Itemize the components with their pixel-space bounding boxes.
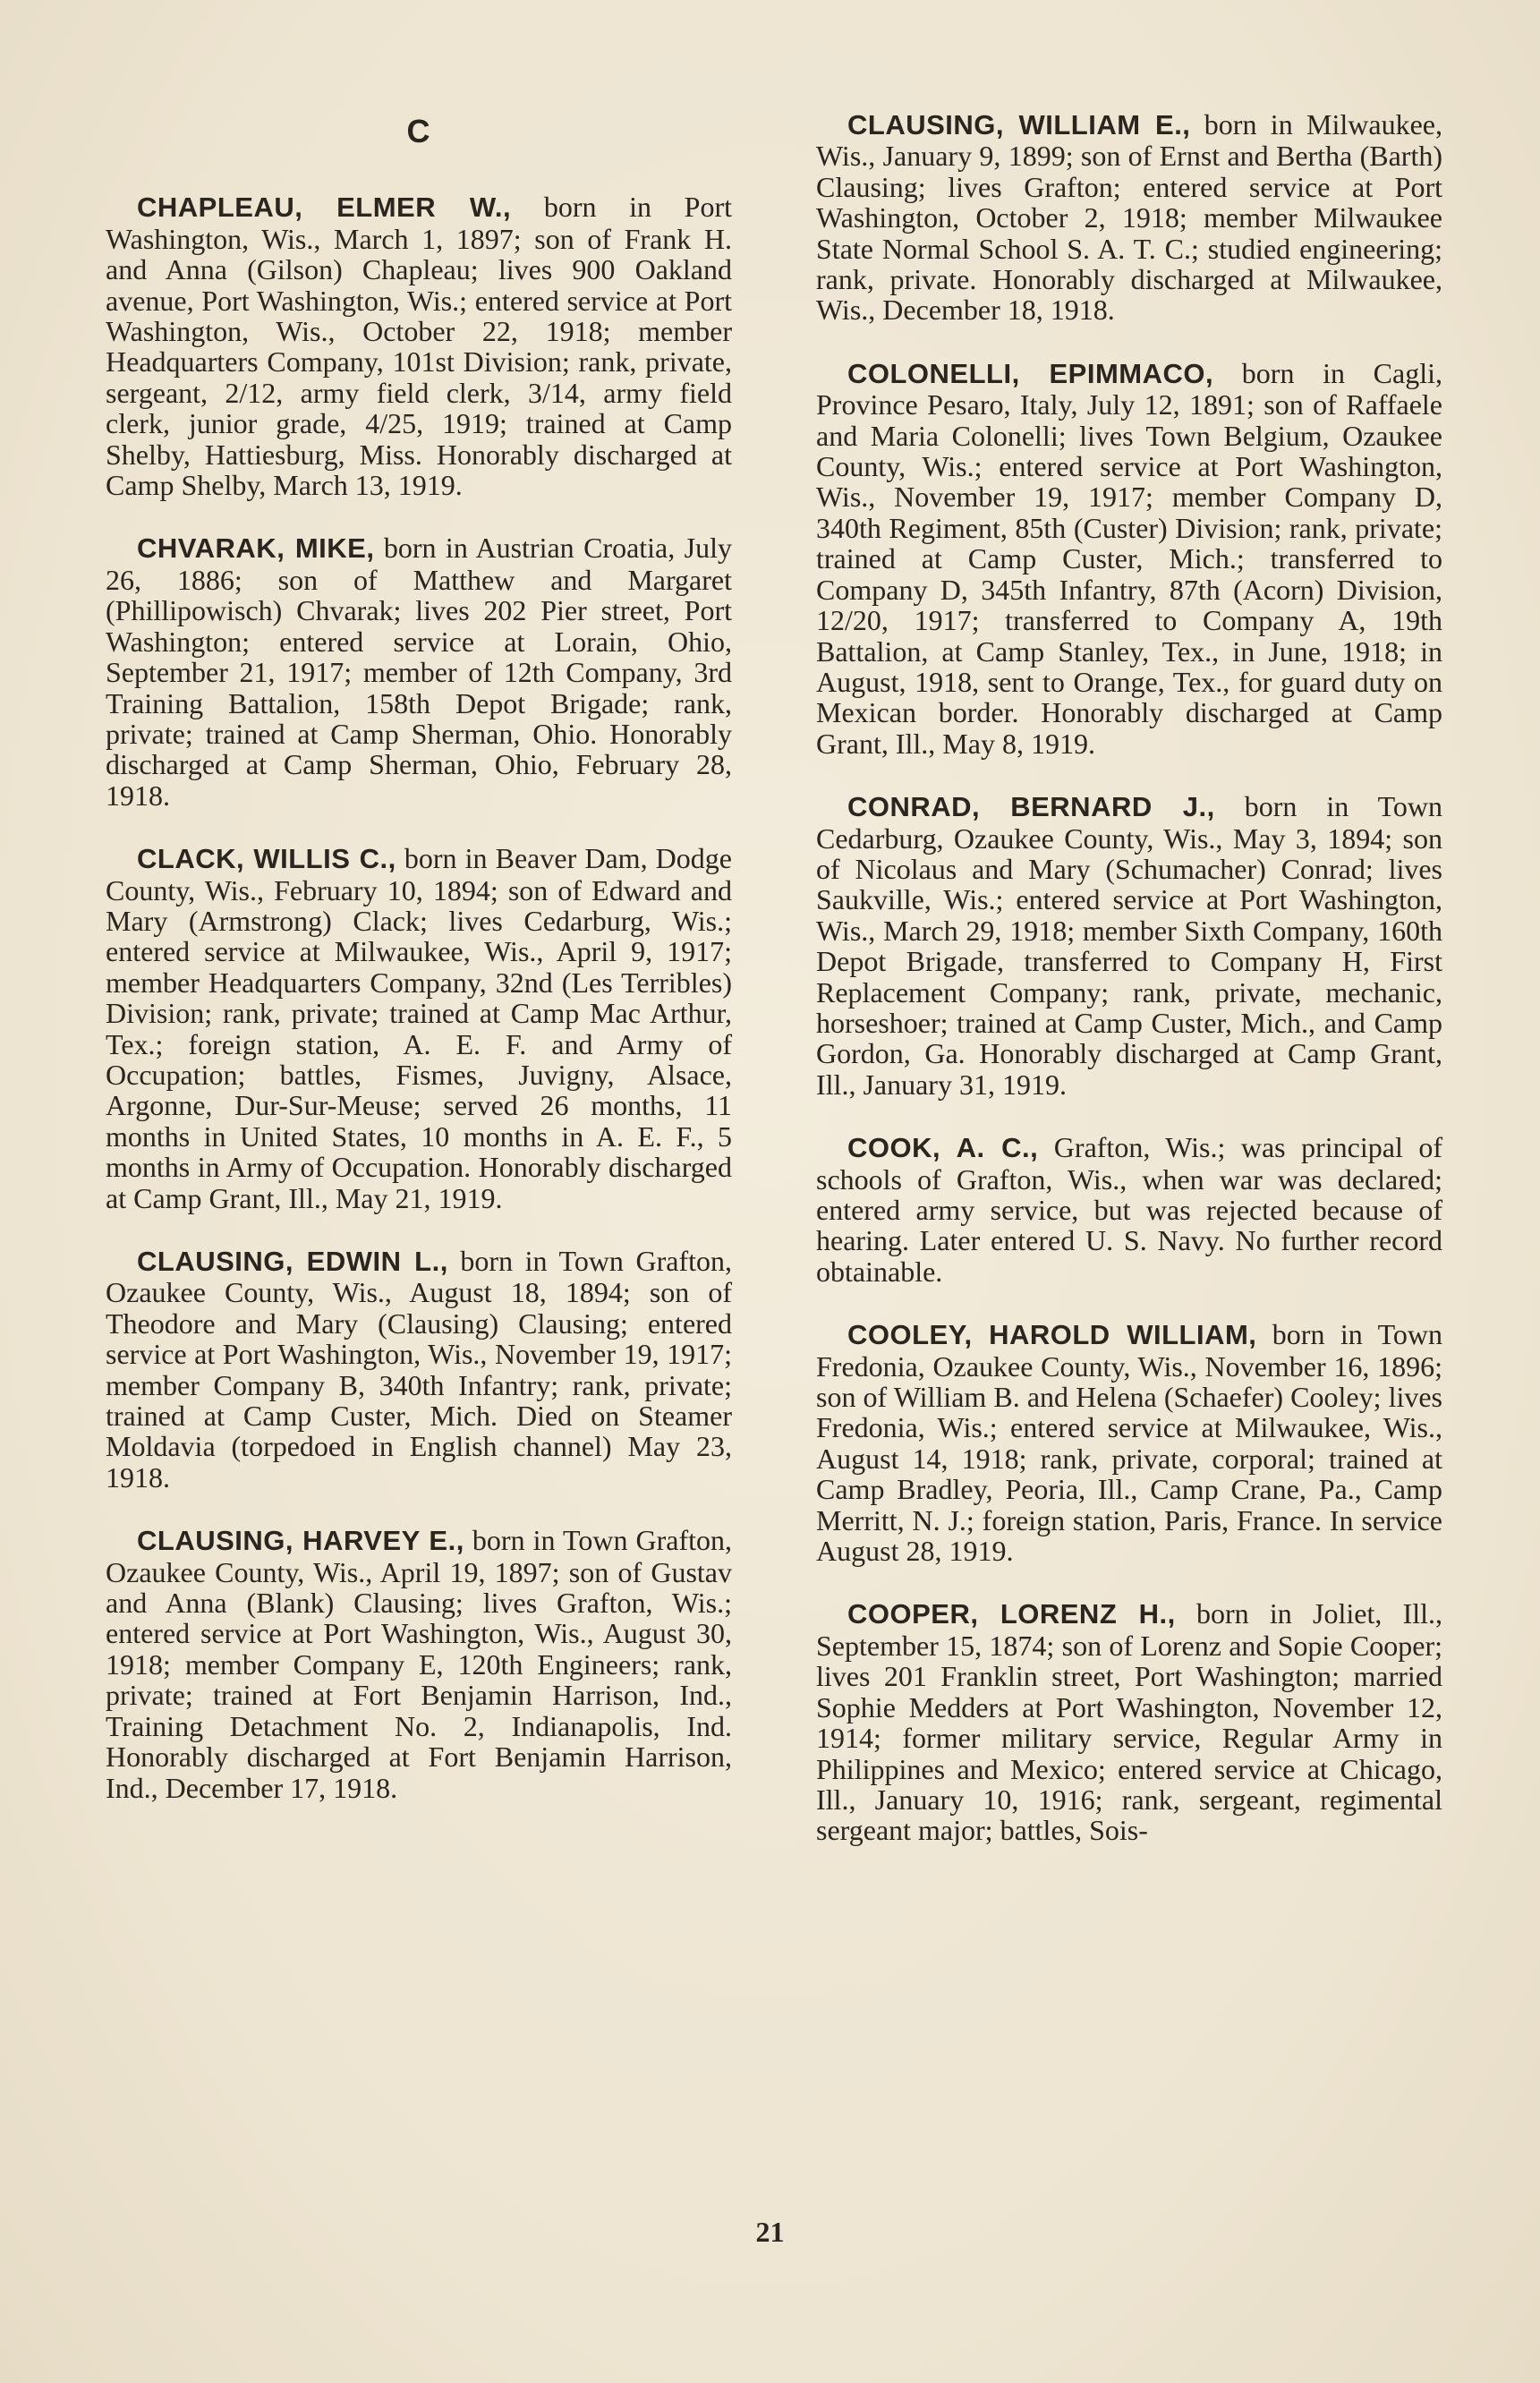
entry	[816, 1319, 1442, 1566]
entry	[816, 109, 1442, 326]
entry-name: CLACK, WILLIS C.,	[137, 843, 396, 875]
entry	[106, 191, 732, 500]
entry-name: CLAUSING, WILLIAM E.,	[847, 109, 1191, 140]
entry-text: born in Town Cedarburg, Ozaukee County, Wis., May 3, 1894; son of Nicolaus and Mary (Schumacher) Conrad; lives Saukville, Wis.; entered service at Port Washington, Wis., March 29, 1918; member Sixth Company, 160th Depot Brigade, transferred to Company H, First Replacement Company; rank, private, mechanic, horseshoer; trained at Camp Custer, Mich., and Camp Gordon, Ga. Honorably discharged at Camp Grant, Ill., January 31, 1919.	[816, 790, 1443, 1101]
entry-text: born in Milwaukee, Wis., January 9, 1899; son of Ernst and Bertha (Barth) Clausing; lives Grafton; entered service at Port Washington, October 2, 1918; member Milwaukee State Normal School S. A. T. C.; studied engineering; rank, private. Honorably discharged at Milwaukee, Wis., December 18, 1918.	[816, 108, 1442, 327]
entry	[106, 532, 732, 811]
entry-name: CHAPLEAU, ELMER W.,	[137, 191, 512, 224]
entry-name: COLONELLI, EPIMMACO,	[847, 357, 1214, 389]
entry-text: born in Joliet, Ill., September 15, 1874; son of Lorenz and Sopie Cooper; lives 201 Franklin street, Port Washington; married Sophie Medders at Port Washington, November 12, 1914; former military service, Regular Army in Philippines and Mexico; entered service at Chicago, Ill., January 10, 1916; rank, sergeant, regimental sergeant major; battles, Sois-	[816, 1597, 1443, 1847]
entry	[106, 1525, 732, 1803]
right-column	[816, 109, 1442, 1878]
entry-name: COOPER, LORENZ H.,	[847, 1598, 1176, 1630]
entry	[816, 1132, 1442, 1287]
entry-text: born in Town Fredonia, Ozaukee County, Wis., November 16, 1896; son of William B. and Helena (Schaefer) Cooley; lives Fredonia, Wis.; entered service at Milwaukee, Wis., August 14, 1918; rank, private, corporal; trained at Camp Bradley, Peoria, Ill., Camp Crane, Pa., Camp Merritt, N. J.; foreign station, Paris, France. In service August 28, 1919.	[816, 1318, 1442, 1568]
entry-name: COOK, A. C.,	[847, 1132, 1039, 1164]
entry-text: born in Town Grafton, Ozaukee County, Wis., August 18, 1894; son of Theodore and Mary (Clausing) Clausing; entered service at Port Washington, Wis., November 19, 1917; member Company B, 340th Infantry; rank, private; trained at Camp Custer, Mich. Died on Steamer Moldavia (torpedoed in English channel) May 23, 1918.	[106, 1245, 732, 1494]
entry-text: born in Cagli, Province Pesaro, Italy, July 12, 1891; son of Raffaele and Maria Colonelli; lives Town Belgium, Ozaukee County, Wis.; entered service at Port Washington, Wis., November 19, 1917; member Company D, 340th Regiment, 85th (Custer) Division; rank, private; trained at Camp Custer, Mich.; transferred to Company D, 345th Infantry, 87th (Acorn) Division, 12/20, 1917; transferred to Company A, 19th Battalion, at Camp Stanley, Tex., in June, 1918; in August, 1918, sent to Orange, Tex., for guard duty on Mexican border. Honorably discharged at Camp Grant, Ill., May 8, 1919.	[816, 356, 1442, 760]
entry-text: born in Town Grafton, Ozaukee County, Wis., April 19, 1897; son of Gustav and Anna (Blank) Clausing; lives Grafton, Wis.; entered service at Port Washington, Wis., August 30, 1918; member Company E, 120th Engineers; rank, private; trained at Fort Benjamin Harrison, Ind., Training Detachment No. 2, Indianapolis, Ind. Honorably discharged at Fort Benjamin Harrison, Ind., December 17, 1918.	[106, 1524, 733, 1804]
entry-text: born in Beaver Dam, Dodge County, Wis., February 10, 1894; son of Edward and Mary (Armstrong) Clack; lives Cedarburg, Wis.; entered service at Milwaukee, Wis., April 9, 1917; member Headquarters Company, 32nd (Les Terribles) Division; rank, private; trained at Camp Mac Arthur, Tex.; foreign station, A. E. F. and Army of Occupation; battles, Fismes, Juvigny, Alsace, Argonne, Dur-Sur-Meuse; served 26 months, 11 months in United States, 10 months in A. E. F., 5 months in Army of Occupation. Honorably discharged at Camp Grant, Ill., May 21, 1919.	[106, 842, 732, 1214]
entry	[106, 843, 732, 1213]
entry	[816, 791, 1442, 1100]
entry	[816, 1598, 1442, 1845]
entry	[816, 358, 1442, 759]
entry-name: CLAUSING, HARVEY E.,	[137, 1525, 464, 1557]
entry-text: Grafton, Wis.; was principal of schools of Grafton, Wis., when war was declared; entered army service, but was rejected because of hearing. Later entered U. S. Navy. No further record obtainable.	[816, 1131, 1443, 1288]
entry-text: born in Port Washington, Wis., March 1, 1897; son of Frank H. and Anna (Gilson) Chapleau; lives 900 Oakland avenue, Port Washington, Wis.; entered service at Port Washington, Wis., October 22, 1918; member Headquarters Company, 101st Division; rank, private, sergeant, 2/12, army field clerk, 3/14, army field clerk, junior grade, 4/25, 1919; trained at Camp Shelby, Hattiesburg, Miss. Honorably discharged at Camp Shelby, March 13, 1919.	[106, 191, 733, 502]
entry-name: CHVARAK, MIKE,	[137, 532, 375, 565]
entry	[106, 1246, 732, 1493]
entry-name: COOLEY, HAROLD WILLIAM,	[847, 1319, 1257, 1351]
page-number: 21	[755, 2216, 785, 2248]
entry-name: CONRAD, BERNARD J.,	[847, 791, 1215, 823]
entry-text: born in Austrian Croatia, July 26, 1886; son of Matthew and Margaret (Phillipowisch) Chvarak; lives 202 Pier street, Port Washington; entered service at Lorain, Ohio, September 21, 1917; member of 12th Company, 3rd Training Battalion, 158th Depot Brigade; rank, private; trained at Camp Sherman, Ohio. Honorably discharged at Camp Sherman, Ohio, February 28, 1918.	[106, 532, 732, 812]
left-column	[106, 113, 733, 1835]
entry-name: CLAUSING, EDWIN L.,	[137, 1246, 448, 1277]
section-letter: C	[406, 113, 431, 149]
